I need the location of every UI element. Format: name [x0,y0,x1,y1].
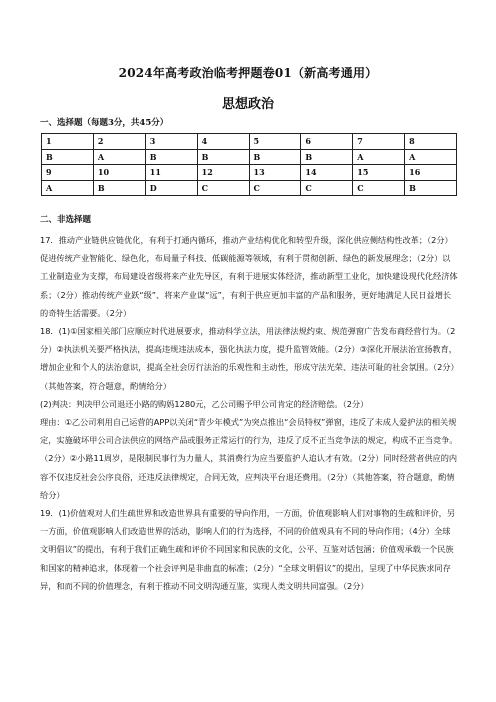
answer-paragraph-19: 19．(1)价值观对人们生疏世界和改造世界具有重要的导向作用，一方面，价值观影响人们对事物的生疏和评价，另一方面，价值观影响人们改造世界的活动，影响人们的行为选择，不同的价值观具有不同的导向作用；（4分）全球文明倡议”的提出，有利于我们正确生疏和评价不同国家和民族的文化，公平、互鉴对话包涵；价值观承载一个民族和国家的精神追求，体现着一个社会评判是非曲直的标准；（2分）“全球文明倡议”的提出，呈现了中华民族求同存异，和而不同的价值理念，有利于推动不同文明沟通互鉴，实现人类文明共同富强。（2分） [40,508,456,591]
table-cell: C [353,180,405,196]
table-cell: 7 [353,134,405,150]
table-cell: 12 [197,165,249,181]
table-cell: D [145,180,197,196]
table-cell: 8 [405,134,457,150]
table-cell: C [301,180,353,196]
table-cell: B [145,149,197,165]
table-cell: 3 [145,134,197,150]
table-row [42,180,457,196]
table-cell: B [405,180,457,196]
table-cell: 5 [249,134,301,150]
table-cell: 11 [145,165,197,181]
table-cell: A [405,149,457,165]
table-cell: B [301,149,353,165]
table-cell: A [353,149,405,165]
page-subtitle: 思想政治 [221,97,274,112]
answer-paragraph-18-1: 18．(1)①国家相关部门应顺应时代进展要求，推动科学立法，用法律法规约束、规范弹窗广告发布商经营行为。（2分）②执法机关要严格执法，提高违规违法成本，强化执法力度，提升监管效能。（2分）③深化开展法治宣扬教育，增加企业和个人的法治意识，提高全社会厉行法治的乐观性和主动性，形成守法光荣、违法可耻的社会氛围。（2分）（其他答案，符合题意，酌情给分） [40,326,457,391]
table-row [42,149,457,165]
table-cell: B [249,149,301,165]
table-cell: A [42,180,94,196]
table-cell: A [93,149,145,165]
table-cell: 10 [93,165,145,181]
table-cell: B [42,149,94,165]
table-cell: 2 [93,134,145,150]
table-cell: 14 [301,165,353,181]
table-cell: 15 [353,165,405,181]
answer-paragraph-17: 17．推动产业链供应链优化，有利于打通内循环，推动产业结构优化和转型升级，深化供应侧结构性改革；（2分）促进传统产业智能化、绿色化，布局量子科技、低碳能源等领域，有利于贯彻创新、绿色的新发展理念；（2分）以工业制造业为支撑，布局建设省级将来产业先导区，有利于进展实体经济，推动新型工业化，加快建设现代化经济体系；（2分）推动传统产业跃“级”、将来产业谋“远”，有利于供应更加丰富的产品和服务，更好地满足人民日益增长的奇特生活需要。（2分） [40,235,458,318]
section-heading-nonchoice: 二、非选择题 [40,215,92,225]
answer-table [41,133,457,196]
table-cell: 4 [197,134,249,150]
answer-body [40,231,458,595]
table-row [42,165,457,181]
table-cell: C [197,180,249,196]
answer-paragraph-18-reason: 理由：①乙公司利用自己运营的APP以关闭“青少年模式”为突点推出“会员特权”弹窗，违反了未成人爱护法的相关规定，实施破坏甲公司合法供应的网络产品或服务正常运行的行为，违反了反不正当竞争法的规定，构成不正当竞争。（2分）②小路11周岁，是限制民事行为力量人，其消费行为应当要监护人追认才有效。（2分）同时经营者供应的内容不仅违反社会公序良俗，还违反法律规定，合同无效，应判决平台退还费用。（2分）（其他答案，符合题意，酌情给分） [40,417,458,500]
table-cell: 16 [405,165,457,181]
table-cell: C [249,180,301,196]
section-heading-choice: 一、选择题（每题3分，共45分） [40,118,169,128]
page-title: 2024年高考政治临考押题卷01（新高考通用） [118,66,378,80]
table-cell: B [197,149,249,165]
table-cell: 1 [42,134,94,150]
table-row [42,134,457,150]
table-cell: 13 [249,165,301,181]
table-cell: 9 [42,165,94,181]
table-cell: 6 [301,134,353,150]
table-cell: B [93,180,145,196]
answer-paragraph-18-2: (2)判决：判决甲公司退还小路的购妈1280元，乙公司赐予甲公司肯定的经济赔偿。（2分） [40,398,369,409]
